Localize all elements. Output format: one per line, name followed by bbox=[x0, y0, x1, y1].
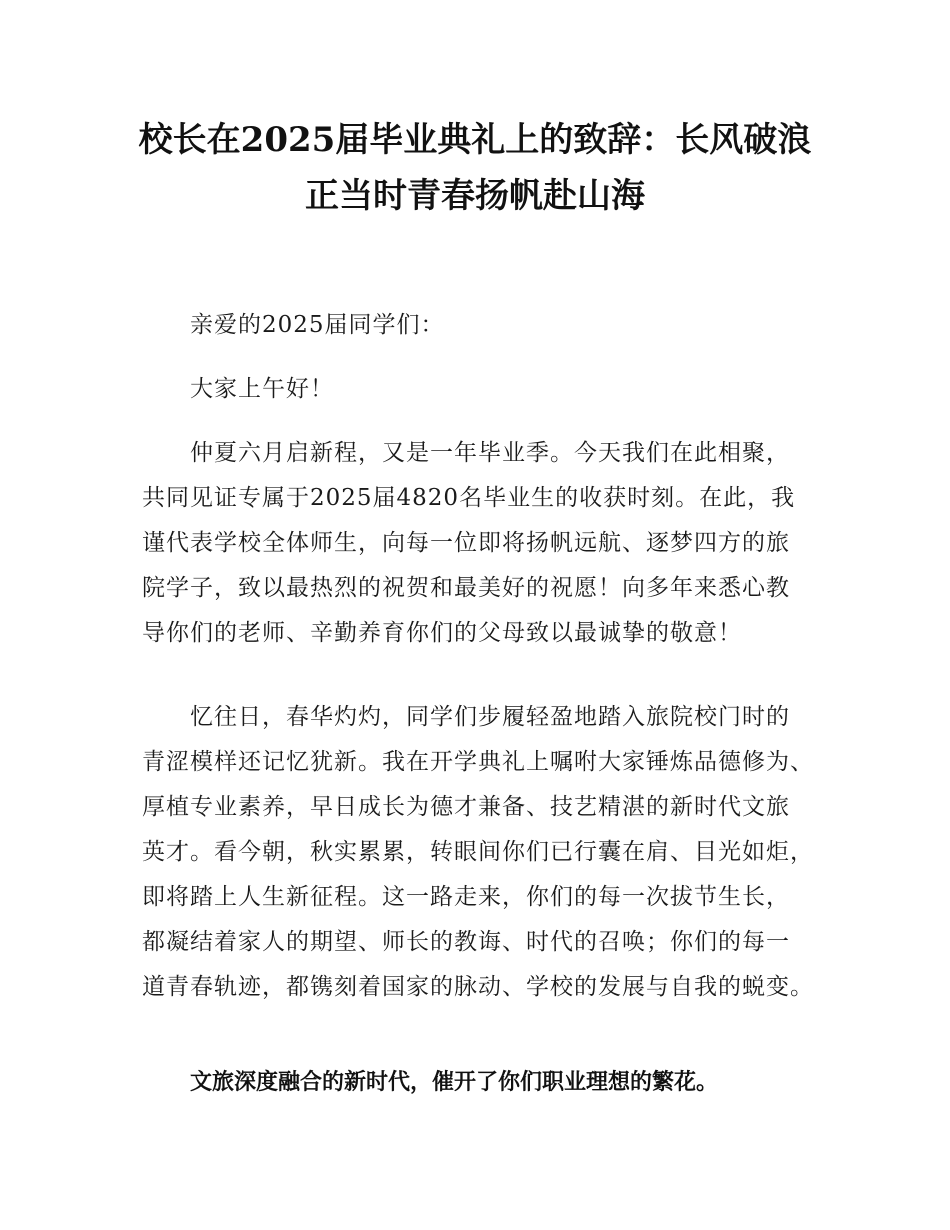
paragraph-line: 青涩模样还记忆犹新。我在开学典礼上嘱咐大家锤炼品德修为、 bbox=[142, 749, 814, 775]
document-title bbox=[100, 112, 850, 224]
paragraph-line: 都凝结着家人的期望、师长的教诲、时代的召唤；你们的每一 bbox=[142, 929, 790, 955]
paragraph-line: 共同见证专属于2025届4820名毕业生的收获时刻。在此，我 bbox=[142, 485, 796, 511]
paragraph-line: 谨代表学校全体师生，向每一位即将扬帆远航、逐梦四方的旅 bbox=[142, 530, 790, 556]
salutation-text: 亲爱的2025届同学们： bbox=[190, 312, 445, 338]
title-line-2: 正当时青春扬帆赴山海 bbox=[305, 176, 645, 216]
paragraph-line: 道青春轨迹，都镌刻着国家的脉动、学校的发展与自我的蜕变。 bbox=[142, 974, 814, 1000]
greeting bbox=[142, 367, 832, 412]
paragraph-line: 英才。看今朝，秋实累累，转眼间你们已行囊在肩、目光如炬， bbox=[142, 839, 814, 865]
paragraph-line: 导你们的老师、辛勤养育你们的父母致以最诚挚的敬意！ bbox=[142, 620, 742, 646]
paragraph-line: 院学子，致以最热烈的祝贺和最美好的祝愿！向多年来悉心教 bbox=[142, 575, 790, 601]
section-heading: 文旅深度融合的新时代，催开了你们职业理想的繁花。 bbox=[190, 1070, 719, 1095]
paragraph-line: 即将踏上人生新征程。这一路走来，你们的每一次拔节生长， bbox=[142, 884, 790, 910]
title-line-1: 校长在2025届毕业典礼上的致辞：长风破浪 bbox=[138, 120, 812, 160]
paragraph-2 bbox=[142, 695, 832, 1010]
paragraph-1 bbox=[142, 431, 832, 656]
paragraph-line: 仲夏六月启新程，又是一年毕业季。今天我们在此相聚， bbox=[190, 440, 790, 466]
paragraph-line: 忆往日，春华灼灼，同学们步履轻盈地踏入旅院校门时的 bbox=[190, 704, 790, 730]
salutation bbox=[142, 303, 832, 348]
greeting-text: 大家上午好！ bbox=[190, 376, 334, 402]
paragraph-line: 厚植专业素养，早日成长为德才兼备、技艺精湛的新时代文旅 bbox=[142, 794, 790, 820]
